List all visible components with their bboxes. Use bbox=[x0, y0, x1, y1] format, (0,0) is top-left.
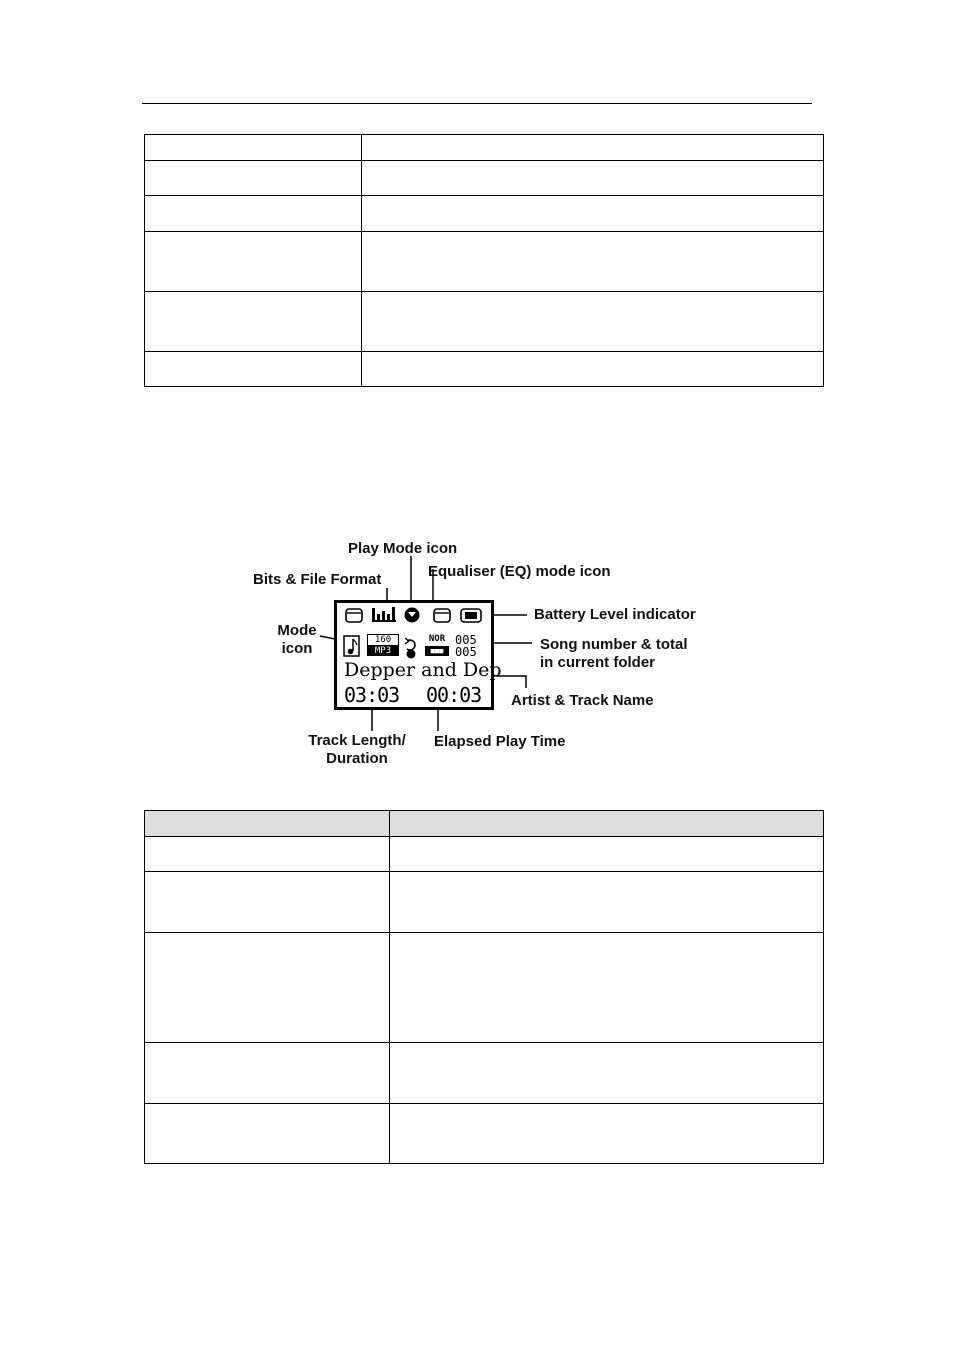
table-row bbox=[145, 232, 824, 292]
song-number: 005 bbox=[455, 633, 477, 647]
table-row bbox=[145, 933, 824, 1043]
player-display-diagram bbox=[242, 536, 722, 776]
table-row bbox=[145, 292, 824, 352]
song-total: 005 bbox=[455, 645, 477, 659]
track-name-text: Depper and Dep bbox=[344, 659, 502, 681]
label-bits-format: Bits & File Format bbox=[253, 571, 382, 588]
header-rule bbox=[142, 103, 812, 104]
label-elapsed: Elapsed Play Time bbox=[434, 733, 566, 750]
label-artist-track: Artist & Track Name bbox=[511, 692, 654, 709]
label-song-number: Song number & total in current folder bbox=[540, 636, 688, 671]
label-track-length: Track Length/ Duration bbox=[308, 732, 406, 767]
music-note-icon bbox=[344, 636, 359, 656]
format-indicator: MP3 bbox=[367, 646, 399, 656]
table-row bbox=[145, 352, 824, 387]
table-row bbox=[145, 135, 824, 161]
lcd-screen bbox=[334, 600, 502, 710]
eq-indicator: NOR bbox=[425, 634, 449, 644]
table-row bbox=[145, 1104, 824, 1164]
table-row bbox=[145, 872, 824, 933]
label-battery: Battery Level indicator bbox=[534, 606, 696, 623]
table-header-row bbox=[145, 811, 824, 837]
eq-level-indicator: ■■■ bbox=[425, 646, 449, 656]
duration-readout: 03:03 bbox=[344, 683, 400, 707]
repeat-icon bbox=[405, 638, 416, 659]
label-mode-icon: Mode icon bbox=[277, 622, 317, 657]
elapsed-readout: 00:03 bbox=[426, 683, 482, 707]
label-eq-mode: Equaliser (EQ) mode icon bbox=[428, 563, 611, 580]
table-row bbox=[145, 837, 824, 872]
label-play-mode: Play Mode icon bbox=[348, 540, 458, 557]
table-row bbox=[145, 196, 824, 232]
table-lower bbox=[144, 810, 824, 1164]
table-row bbox=[145, 161, 824, 196]
table-upper bbox=[144, 134, 824, 387]
table-row bbox=[145, 1043, 824, 1104]
bitrate-indicator: 160 bbox=[367, 634, 399, 646]
